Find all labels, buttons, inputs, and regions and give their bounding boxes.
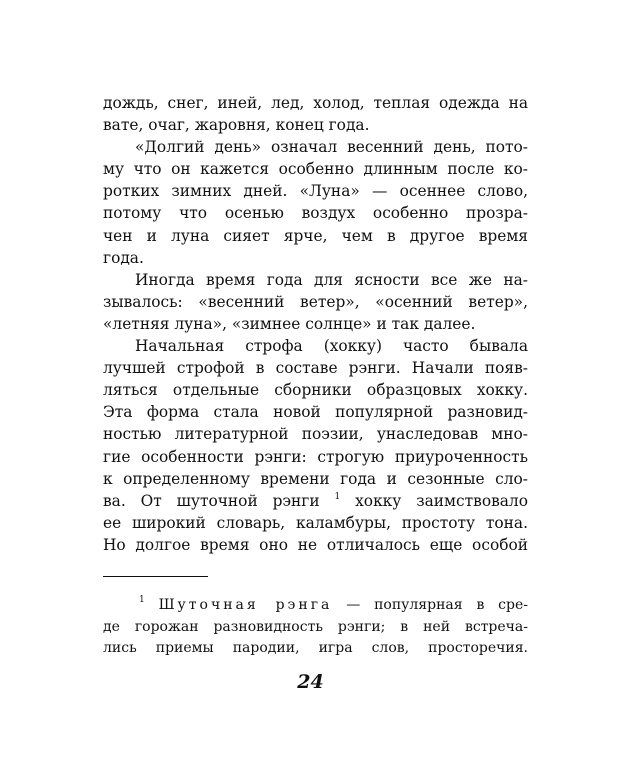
text-line: Но долгое время оно не отличалось еще особой [103,535,528,554]
text-line: Иногда время года для ясности все же на- [135,270,528,289]
text-line: чен и луна сияет ярче, чем в другое время [103,226,528,245]
footnote-reference[interactable]: 1 [334,491,341,502]
text-fragment: хокку заимствовало [340,491,528,510]
paragraph-4 [103,335,528,556]
text-line: дождь, снег, иней, лед, холод, теплая одежда на [103,94,528,112]
footnote-marker: 1 [139,595,145,605]
text-line: ляться отдельные сборники образцовых хокку. [103,381,528,400]
text-line: Начальная строфа (хокку) часто бывала [135,337,528,356]
text-line: зывалось: «весенний ветер», «осенний ветер», [103,292,528,311]
text-line: ее широкий словарь, каламбуры, простоту тона. [103,513,528,532]
footnote-term: Шуточная рэнга [158,597,333,613]
text-line: лучшей строфой в составе рэнги. Начали появ- [103,359,528,378]
text-line: ностью литературной поэзии, унаследовав мно- [103,425,528,444]
text-line [103,490,528,512]
footnote [103,595,528,660]
text-fragment: — популярная в сре- [332,597,528,613]
text-line: «летняя луна», «зимнее солнце» и так далее. [103,314,476,333]
footnote-line: де горожан разновидность рэнги; в ней встреча- [103,618,528,635]
paragraph-3 [103,269,528,335]
text-line: вате, очаг, жаровня, конец года. [103,116,370,135]
text-line: года. [103,248,144,267]
page-number: 24 [297,671,324,693]
text-line: потому что осенью воздух особенно прозра- [103,204,528,223]
text-line: ротких зимних дней. «Луна» — осеннее слово, [103,182,528,201]
footnote-line [103,595,528,617]
text-line: «Долгий день» означал весенний день, пото- [135,138,528,157]
paragraph-1 [103,92,528,136]
text-line: гие особенности рэнги: строгую приуроченность [103,447,528,466]
footnote-divider [103,576,208,577]
main-text [103,92,528,556]
text-line: к определенному времени года и сезонные сло- [103,469,528,488]
footnote-line: лись приемы пародии, игра слов, просторечия. [103,640,528,656]
text-line: му что он кажется особенно длинным после ко- [103,160,528,179]
text-fragment: ва. От шуточной рэнги [103,491,320,510]
text-line: Эта форма стала новой популярной разновид- [103,403,528,422]
paragraph-2 [103,136,528,269]
